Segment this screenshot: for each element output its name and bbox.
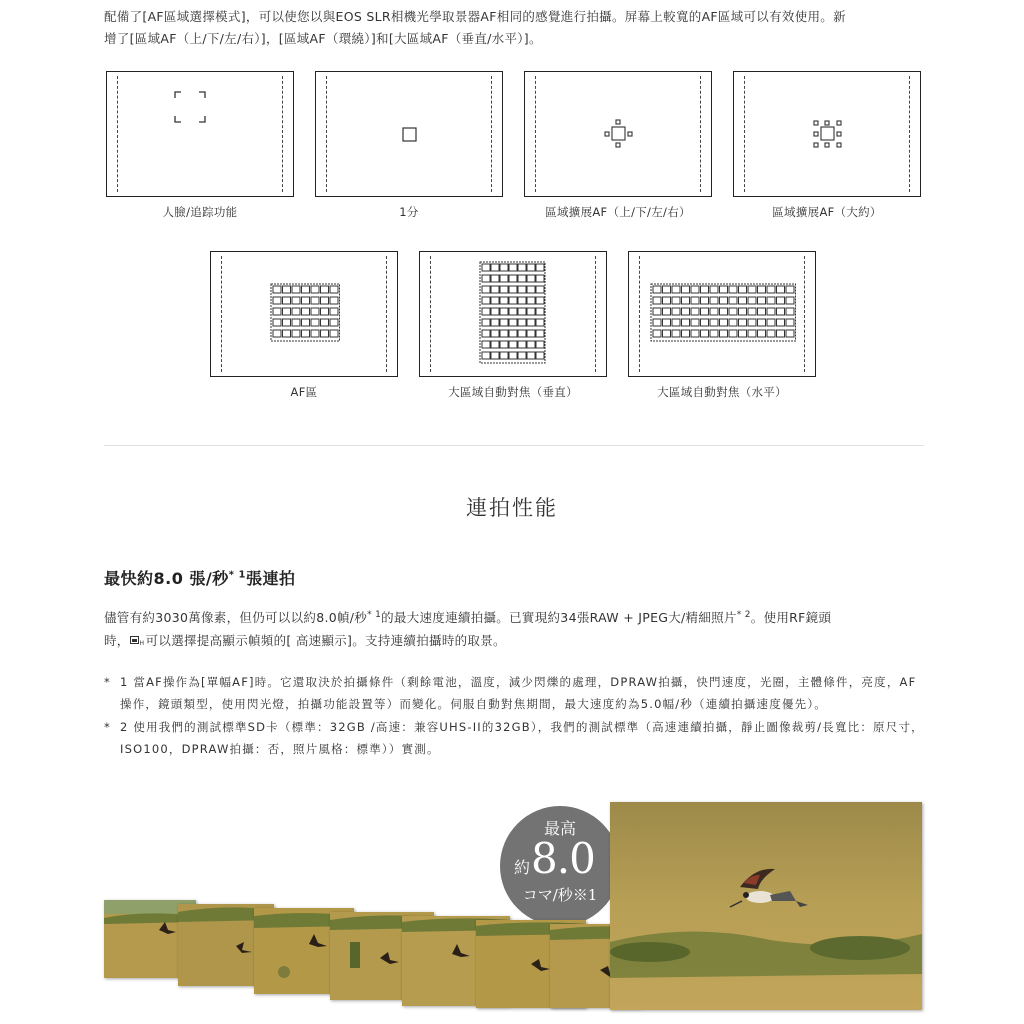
af-point <box>672 297 680 304</box>
af-point <box>500 286 508 293</box>
af-point <box>302 297 310 304</box>
af-point <box>758 330 766 337</box>
af-point <box>767 308 775 315</box>
af-point <box>758 319 766 326</box>
af-point <box>748 286 756 293</box>
af-point <box>518 330 526 337</box>
af-point <box>729 319 737 326</box>
body-line-2 <box>104 629 924 652</box>
af-point <box>273 330 281 337</box>
af-point <box>482 352 490 359</box>
af-point <box>321 319 329 326</box>
af-point <box>536 286 544 293</box>
af-point <box>536 330 544 337</box>
af-point <box>777 330 785 337</box>
af-point <box>509 352 517 359</box>
af-point <box>729 308 737 315</box>
af-point <box>739 308 747 315</box>
badge-top-label: 最高 <box>543 819 576 838</box>
af-point <box>720 330 728 337</box>
af-point <box>292 286 300 293</box>
af-point <box>509 330 517 337</box>
af-mode-zone <box>210 251 398 400</box>
af-point <box>710 297 718 304</box>
af-point <box>767 286 775 293</box>
af-point <box>292 308 300 315</box>
af-point <box>482 286 490 293</box>
af-frame <box>419 251 607 377</box>
af-point <box>518 352 526 359</box>
af-point <box>491 341 499 348</box>
expand-around-icon <box>734 72 920 196</box>
section-divider <box>104 445 924 446</box>
af-mode-face-tracking <box>106 71 294 220</box>
af-point <box>302 286 310 293</box>
af-point <box>518 319 526 326</box>
af-point <box>691 286 699 293</box>
af-point <box>482 297 490 304</box>
af-point <box>500 352 508 359</box>
af-point <box>739 286 747 293</box>
headline-suffix: 張連拍 <box>245 569 296 588</box>
face-tracking-bracket-icon <box>107 72 293 196</box>
af-point <box>758 297 766 304</box>
af-point <box>491 297 499 304</box>
af-point <box>500 297 508 304</box>
headline-text: 最快約8.0 張/秒 <box>104 569 229 588</box>
af-point <box>482 341 490 348</box>
af-point <box>720 319 728 326</box>
af-point <box>500 330 508 337</box>
af-caption: 區域擴展AF（大約） <box>772 205 882 219</box>
af-point <box>273 308 281 315</box>
badge-number: 8.0 <box>531 834 595 883</box>
badge-value <box>514 834 595 883</box>
af-point <box>739 330 747 337</box>
af-point <box>482 275 490 282</box>
af-point <box>729 297 737 304</box>
af-point <box>311 308 319 315</box>
af-point <box>491 330 499 337</box>
af-point <box>283 319 291 326</box>
af-point <box>500 264 508 271</box>
af-point <box>509 319 517 326</box>
af-point <box>748 308 756 315</box>
af-point <box>500 308 508 315</box>
af-point <box>767 330 775 337</box>
af-point <box>786 297 794 304</box>
af-point <box>720 308 728 315</box>
af-point <box>273 286 281 293</box>
af-point <box>509 297 517 304</box>
footnote-ref-2: * 2 <box>736 610 751 620</box>
af-point <box>710 308 718 315</box>
af-point <box>739 319 747 326</box>
af-point <box>748 319 756 326</box>
af-point <box>509 286 517 293</box>
af-modes-row-1 <box>106 71 921 220</box>
af-point <box>527 319 535 326</box>
footnote-text: 2 使用我們的測試標準SD卡（標準：32GB /高速：兼容UHS-II的32GB），我們的測試標準（高速連續拍攝，靜止圖像裁剪/長寬比：原尺寸，ISO100，DPRAW拍攝：否，照片風格：標準））實測。 <box>120 720 924 756</box>
footnote-mark: * <box>104 675 111 689</box>
af-point <box>653 286 661 293</box>
body-text-a: 儘管有約3030萬像素，但仍可以以約8.0幀/秒 <box>104 610 368 626</box>
continuous-headline <box>104 566 295 589</box>
af-caption: 大區域自動對焦（垂直） <box>448 385 578 399</box>
af-point <box>691 297 699 304</box>
af-point <box>283 308 291 315</box>
af-point <box>701 319 709 326</box>
af-point <box>672 330 680 337</box>
continuous-body <box>104 604 924 652</box>
af-point <box>672 319 680 326</box>
af-caption: 人臉/追踪功能 <box>162 205 238 219</box>
af-point <box>518 297 526 304</box>
af-point <box>777 319 785 326</box>
svg-text:H: H <box>139 640 144 647</box>
af-point <box>321 297 329 304</box>
af-point <box>527 341 535 348</box>
af-point <box>518 264 526 271</box>
af-point <box>536 297 544 304</box>
body-text-d: 時， <box>104 633 130 649</box>
af-point <box>710 330 718 337</box>
large-zone-vertical-grid-icon <box>420 252 606 376</box>
af-point <box>786 308 794 315</box>
af-modes-row-2 <box>210 251 816 400</box>
af-point <box>527 308 535 315</box>
af-point <box>739 297 747 304</box>
af-mode-large-zone-horizontal <box>628 251 816 400</box>
af-mode-large-zone-vertical <box>419 251 607 400</box>
af-point <box>482 308 490 315</box>
af-point <box>536 308 544 315</box>
af-point <box>527 297 535 304</box>
af-point <box>536 275 544 282</box>
af-point <box>748 330 756 337</box>
af-caption: 1分 <box>399 205 419 219</box>
af-point <box>273 319 281 326</box>
af-point <box>509 264 517 271</box>
intro-line-1: 配備了[AF區域選擇模式]，可以使您以與EOS SLR相機光學取景器AF相同的感覺進行拍攝。屏幕上較寬的AF區域可以有效使用。新 <box>104 9 846 24</box>
af-frame <box>733 71 921 197</box>
af-point <box>283 286 291 293</box>
af-point <box>663 297 671 304</box>
af-point <box>518 341 526 348</box>
af-point <box>536 319 544 326</box>
af-point <box>527 275 535 282</box>
af-point <box>292 297 300 304</box>
af-frame <box>315 71 503 197</box>
af-point <box>720 286 728 293</box>
af-point <box>653 297 661 304</box>
footnote-text: 1 當AF操作為[單幅AF]時。它還取決於拍攝條件（剩餘電池，溫度，減少閃爍的處理，DPRAW拍攝，快門速度，光圈，主體條件，亮度，AF操作，鏡頭類型，使用閃光燈，拍攝功能設置等）而變化。伺服自動對焦期間，最大速度約為5.0幅/秒（連續拍攝速度優先）。 <box>120 675 917 711</box>
af-point <box>321 330 329 337</box>
af-point <box>518 275 526 282</box>
af-point <box>672 308 680 315</box>
af-point <box>500 275 508 282</box>
af-point <box>767 297 775 304</box>
af-point <box>311 297 319 304</box>
af-point <box>682 286 690 293</box>
af-point <box>786 286 794 293</box>
af-point <box>682 319 690 326</box>
single-point-icon <box>316 72 502 196</box>
af-point <box>482 330 490 337</box>
af-point <box>710 286 718 293</box>
af-point <box>500 341 508 348</box>
af-point <box>330 330 338 337</box>
af-point <box>491 308 499 315</box>
fps-badge <box>500 806 620 926</box>
af-point <box>527 330 535 337</box>
af-point <box>777 308 785 315</box>
af-point <box>701 330 709 337</box>
footnote-ref-1: * 1 <box>367 610 382 620</box>
af-point <box>491 286 499 293</box>
badge-unit: コマ/秒※1 <box>522 886 598 904</box>
af-point <box>536 264 544 271</box>
af-point <box>701 286 709 293</box>
af-point <box>518 286 526 293</box>
af-point <box>682 308 690 315</box>
af-point <box>536 341 544 348</box>
af-point <box>691 330 699 337</box>
af-caption: AF區 <box>290 385 318 399</box>
body-text-c: 。使用RF鏡頭 <box>750 610 832 626</box>
af-point <box>321 308 329 315</box>
af-point <box>786 319 794 326</box>
body-line-1 <box>104 604 924 629</box>
af-point <box>720 297 728 304</box>
af-point <box>691 308 699 315</box>
af-point <box>302 308 310 315</box>
af-point <box>311 330 319 337</box>
af-point <box>663 319 671 326</box>
af-point <box>748 297 756 304</box>
af-point <box>701 308 709 315</box>
high-speed-display-icon <box>130 636 146 646</box>
af-point <box>283 297 291 304</box>
zone-af-grid-icon <box>211 252 397 376</box>
af-point <box>292 330 300 337</box>
footnote-1 <box>104 672 924 715</box>
af-point <box>729 286 737 293</box>
af-frame <box>524 71 712 197</box>
af-point <box>491 264 499 271</box>
af-caption: 區域擴展AF（上/下/左/右） <box>545 205 691 219</box>
af-point <box>302 330 310 337</box>
af-point <box>491 319 499 326</box>
af-point <box>509 341 517 348</box>
af-point <box>330 297 338 304</box>
af-point <box>283 330 291 337</box>
af-point <box>729 330 737 337</box>
af-point <box>710 319 718 326</box>
body-text-b: 的最大速度連續拍攝。已實現約34張RAW + JPEG大/精細照片 <box>381 610 737 626</box>
af-point <box>527 264 535 271</box>
intro-line-2: 增了[區域AF（上/下/左/右）]，[區域AF（環繞）]和[大區域AF（垂直/水平）]。 <box>104 31 542 46</box>
expand-cross-icon <box>525 72 711 196</box>
af-point <box>691 319 699 326</box>
af-point <box>777 286 785 293</box>
intro-paragraph <box>104 6 924 50</box>
af-point <box>491 275 499 282</box>
af-point <box>786 330 794 337</box>
burst-main-photo <box>610 802 922 1010</box>
af-mode-expand-cross <box>524 71 712 220</box>
af-point <box>302 319 310 326</box>
af-point <box>701 297 709 304</box>
af-point <box>663 286 671 293</box>
af-point <box>330 286 338 293</box>
af-frame <box>628 251 816 377</box>
badge-prefix: 約 <box>514 858 530 877</box>
af-point <box>330 319 338 326</box>
af-point <box>777 297 785 304</box>
af-point <box>527 352 535 359</box>
headline-footnote-ref: * 1 <box>228 569 246 581</box>
af-point <box>758 286 766 293</box>
af-point <box>491 352 499 359</box>
af-point <box>509 308 517 315</box>
footnote-2 <box>104 717 924 760</box>
af-point <box>682 330 690 337</box>
af-mode-expand-around <box>733 71 921 220</box>
af-point <box>311 319 319 326</box>
af-point <box>653 330 661 337</box>
af-point <box>663 308 671 315</box>
af-frame <box>106 71 294 197</box>
af-point <box>500 319 508 326</box>
body-text-e: 可以選擇提高顯示幀頻的[ 高速顯示]。支持連續拍攝時的取景。 <box>145 633 506 649</box>
footnote-mark: * <box>104 720 111 734</box>
af-point <box>273 297 281 304</box>
af-point <box>321 286 329 293</box>
af-point <box>482 319 490 326</box>
af-frame <box>210 251 398 377</box>
af-point <box>663 330 671 337</box>
section-title: 連拍性能 <box>466 496 558 520</box>
af-point <box>482 264 490 271</box>
af-point <box>758 308 766 315</box>
footnotes <box>104 672 924 762</box>
af-point <box>767 319 775 326</box>
af-caption: 大區域自動對焦（水平） <box>657 385 787 399</box>
af-mode-1-point <box>315 71 503 220</box>
af-point <box>536 352 544 359</box>
af-point <box>653 319 661 326</box>
af-point <box>682 297 690 304</box>
af-point <box>518 308 526 315</box>
af-point <box>292 319 300 326</box>
af-point <box>330 308 338 315</box>
large-zone-horizontal-grid-icon <box>629 252 815 376</box>
af-point <box>509 275 517 282</box>
af-point <box>672 286 680 293</box>
af-point <box>653 308 661 315</box>
af-point <box>311 286 319 293</box>
af-point <box>527 286 535 293</box>
